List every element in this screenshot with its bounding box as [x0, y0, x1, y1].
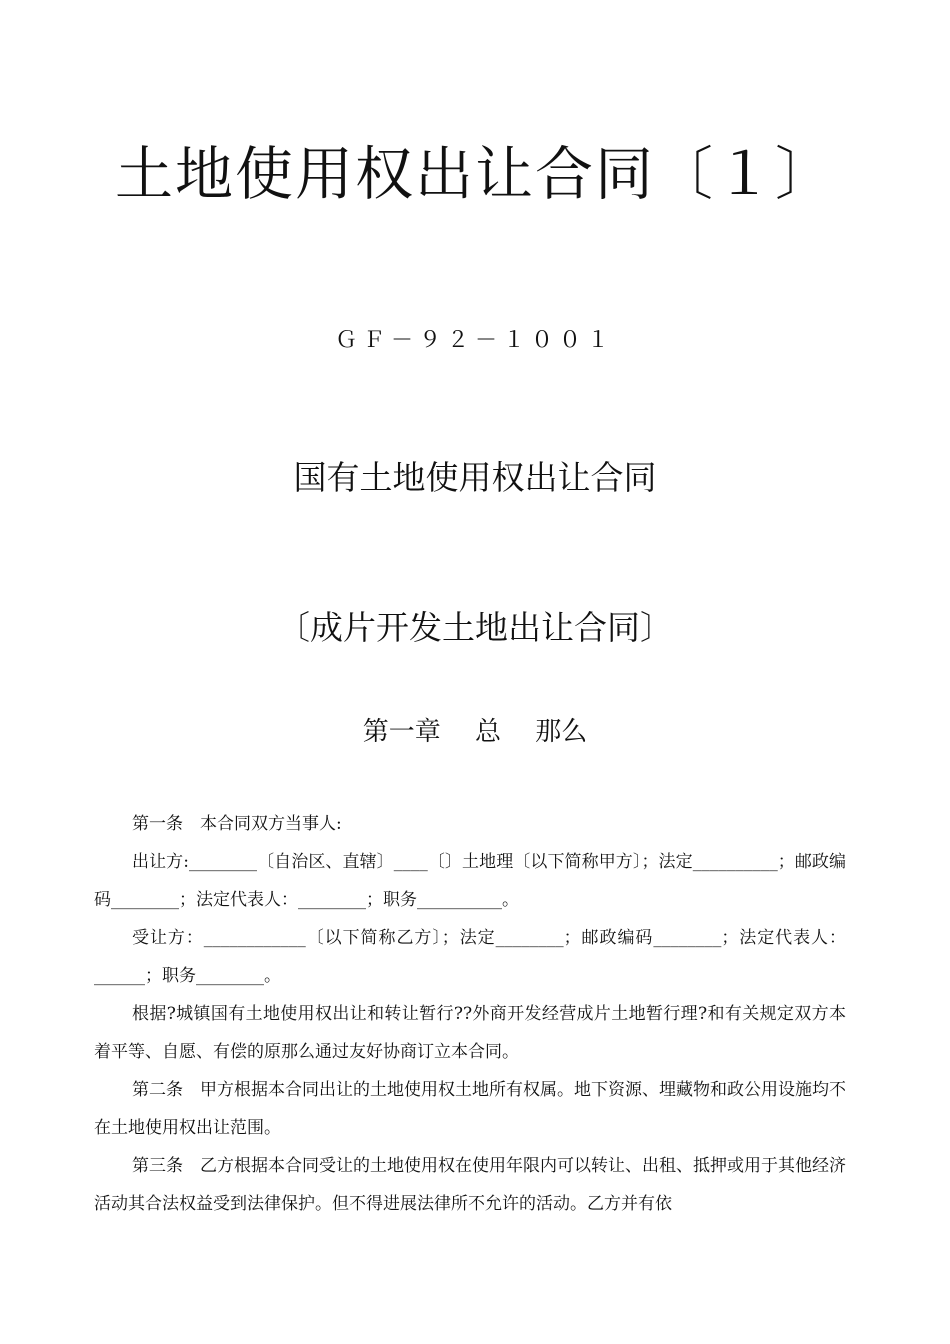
paragraph-basis: 根据?城镇国有土地使用权出让和转让暂行??外商开发经营成片土地暂行理?和有关规定双方本着平等、自愿、有偿的原那么通过友好协商订立本合同。 [94, 1004, 846, 1062]
paragraph-article-3: 第三条 乙方根据本合同受让的土地使用权在使用年限内可以转让、出租、抵押或用于其他经济活动其合法权益受到法律保护。但不得进展法律所不允许的活动。乙方并有依 [94, 1156, 846, 1214]
contract-type-title: 〔成片开发土地出让合同〕 [277, 608, 673, 647]
contract-code: ＧＦ－９２－１００１ [334, 328, 615, 353]
paragraph-grantor: 出让方:________〔自治区、直辖〕____〔〕土地理〔以下简称甲方〕；法定__________；邮政编码________；法定代表人：________；职务__________。 [94, 852, 846, 910]
document-subtitle: 国有土地使用权出让合同 [293, 458, 657, 497]
paragraph-grantee: 受让方：____________〔以下简称乙方〕；法定________；邮政编码________；法定代表人：______；职务________。 [94, 928, 846, 986]
paragraph-article-1: 第一条 本合同双方当事人: [132, 814, 342, 834]
document-title: 土地使用权出让合同〔１〕 [114, 140, 835, 208]
document-body [94, 805, 846, 1223]
paragraph-article-2: 第二条 甲方根据本合同出让的土地使用权土地所有权属。地下资源、埋藏物和政公用设施均不在土地使用权出让范围。 [94, 1080, 846, 1138]
chapter-heading: 第一章 总 那么 [362, 717, 588, 747]
